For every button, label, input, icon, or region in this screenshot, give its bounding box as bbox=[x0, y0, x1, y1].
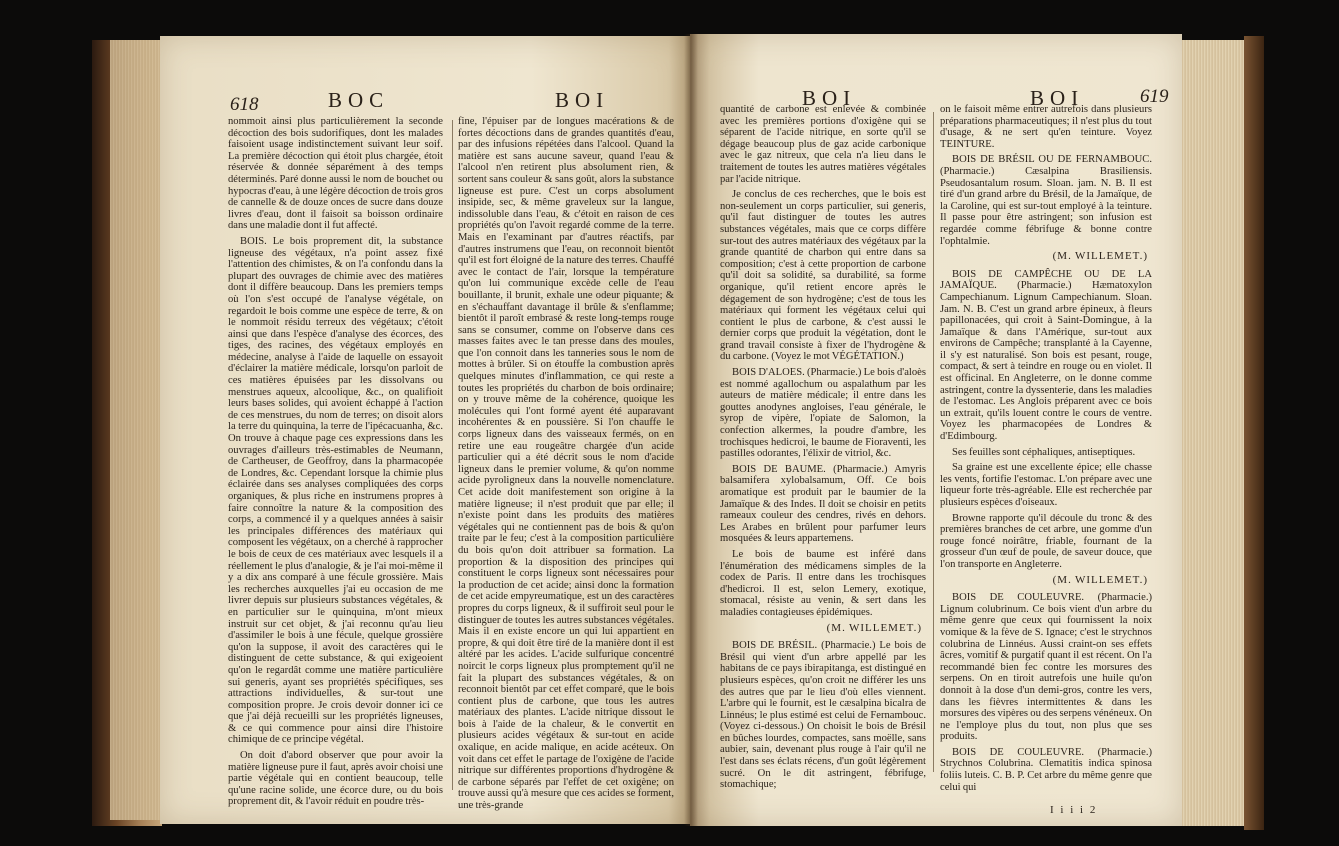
running-head-right: BOI bbox=[555, 88, 610, 112]
right-page bbox=[690, 34, 1182, 826]
paragraph: BOIS DE BRÉSIL OU DE FERNAMBOUC. (Pharmacie.) Cæsalpina Brasiliensis. Pseudosantalum rosum. Sloan. jam. N. B. Il est tiré d'un grand arbre du Brésil, de la Jamaïque, de la Caroline, qui est sur-tout employé à la teinture. Il passe pour être astringent; son infusion est regardée comme fébrifuge & bonne contre l'ophtalmie. bbox=[940, 154, 1152, 247]
paragraph: quantité de carbone est enlevée & combinée avec les premières portions d'oxigène qui se séparent de l'acide nitrique, en sorte qu'il se dégage beaucoup plus de gaz acide carbonique avec le gaz nitreux, que cela n'a lieu dans le traitement de toutes les autres matières végétales par l'acide nitrique. bbox=[720, 104, 926, 185]
paragraph: Sa graine est une excellente épice; elle chasse les vents, fortifie l'estomac. L'on prépare avec une liqueur forte très-agréable. Elle est recherchée par plusieurs espèces d'oiseaux. bbox=[940, 462, 1152, 508]
paragraph: BOIS DE COULEUVRE. (Pharmacie.) Lignum colubrinum. Ce bois vient d'un arbre du même genre que ceux qui fournissent la noix vomique & la fève de S. Ignace; c'est le strychnos colubrina de Linnéus. Aussi craint-on ses effets âcres, vomitif & purgatif quant il est récent. On l'a recommandé bien fec contre les morsures des serpens. On en tiroit autrefois une huile qu'on donnoit à la dose d'un demi-gros, contre les vers, dans les fièvres intermittentes & dans les morsures des vipères ou des serpens vénéneux. On ne l'employe plus du tout, non plus que ses produits. bbox=[940, 592, 1152, 743]
paragraph: on le faisoit même entrer autrefois dans plusieurs préparations pharmaceutiques; il n'est plus du tout d'usage, & ne sert qu'en teinture. Voyez TEINTURE. bbox=[940, 104, 1152, 150]
paragraph: BOIS DE BAUME. (Pharmacie.) Amyris balsamifera xylobalsamum, Off. Ce bois aromatique est produit par le baumier de la Jamaïque & des Indes. Il doit se choisir en petits rameaux couleur des cendres, rivés en dehors. Les Arabes en brûlent pour parfumer leurs mosquées & leurs appartemens. bbox=[720, 463, 926, 545]
paragraph: Le bois de baume est inféré dans l'énumération des médicamens simples de la codex de Paris. Il entre dans les trochisques d'hedicroi. Il est, selon Lemery, exotique, stomacal, résiste au venin, & sert dans les maladies contagieuses épidémiques. bbox=[720, 548, 926, 618]
paragraph: Browne rapporte qu'il découle du tronc & des premières branches de cet arbre, une gomme d'un rouge foncé noirâtre, friable, fournant de la grosseur d'un œuf de poule, de saveur douce, que l'on transporte en Angleterre. bbox=[940, 512, 1152, 570]
paragraph: fine, l'épuiser par de longues macérations & de fortes décoctions dans de grandes quantités d'eau, par des infusions répétées dans l'alcool. Quand la matière est sans aucune saveur, quand l'eau & l'alcool n'en retirent plus absolument rien, & sortent sans couleur & sans goût, alors la substance ligneuse est pure. C'est un corps absolument insipide, sec, & même graveleux sur la langue, indissoluble dans l'eau, & c'étoit en raison de ces propriétés qu'on l'avoit regardé comme de la terre. Mais en l'examinant par d'autres réactifs, par d'autres instrumens que l'eau, on reconnoit bientôt qu'il est fort éloigné de la nature des terres. Chauffé avec le contact de l'air, lorsque la température qu'on lui communique excède celle de l'eau bouillante, il brunit, exhale une odeur piquante; & en s'échauffant davantage il brûle & s'enflamme; bientôt il paroît embrasé & reste long-temps rouge sans se consumer, comme on l'observe dans ces masses faites avec le tan presse dans des moules, que l'on connoit dans les tanneries sous le nom de mottes à brûler. Si on étouffe la combustion après quelques minutes d'inflammation, ce qui reste a toutes les propriétés du charbon de bois ordinaire; on y trouve même de la cohérence, quoique les molécules qui l'ont formé ayent été auparavant incohérentes & en poussière. Si l'on chauffe le corps ligneux dans des vaisseaux fermés, on en retire une eau rougeâtre chargée d'un acide particulier qui a été décrit sous le nom d'acide ligneux dans le premier volume, & qu'on nomme acide pyroligneux dans la nouvelle nomenclature. Cet acide doit manifestement son origine à la matière ligneuse; il n'est produit que par elle; il n'existe point dans les produits des matières végétales qui ne contiennent pas de bois & qu'on traite par le feu; c'est à la composition particulière du bois qu'on doit attribuer sa formation. La proportion & la disposition des principes qui constituent le corps ligneux sont nécessaires pour la production de cet acide; ainsi donc la formation de cet acide empyreumatique, est un des caractères propres du corps ligneux, & il suffiroit seul pour le distinguer de toutes les autres substances végétales. Mais il en existe encore un qui lui appartient en propre, & qui doit être tiré de la manière dont il est altéré par les acides. L'acide sulfurique concentré noircit le corps ligneux plus promptement qu'il ne fait la plupart des substances végétales, & on reconnoit bientôt par cet effet comparé, que le bois contient plus de carbone, que tous les autres matériaux des plantes. L'acide nitrique dissout le bois à l'aide de la chaleur, & le convertit en plusieurs acides végétaux & sur-tout en acide oxalique, en acide malique, en acide acéteux. On voit dans cet effet le partage de l'oxigène de l'acide nitrique sur différentes proportions d'hydrogène & de carbone séparés par l'effet de cet oxigène; on trouve aussi qu'à mesure que ces acides se forment, une très-grande bbox=[458, 116, 674, 812]
page-number: 619 bbox=[1140, 86, 1169, 107]
page-number: 618 bbox=[230, 94, 259, 115]
paragraph: nommoit ainsi plus particulièrement la seconde décoction des bois sudorifiques, dont les malades faisoient usage indistinctement suivant leur soif. La première décoction qui étoit plus chargée, étoit réservée & donnée séparément à des temps déterminés. Paré donne aussi le nom de bouchet ou hypocras d'eau, à une légère décoction de trois gros de cannelle & de douze onces de sucre dans douze livres d'eau, dont il faisoit sa boisson ordinaire dans une maladie dont il fut affecté. bbox=[228, 116, 443, 232]
author-signature: (M. WILLEMET.) bbox=[826, 621, 922, 634]
left-page bbox=[160, 36, 690, 824]
author-signature: (M. WILLEMET.) bbox=[1052, 250, 1148, 263]
book-cover-right bbox=[1244, 36, 1264, 830]
signature-mark: I i i i 2 bbox=[1050, 804, 1098, 816]
page-edges-left bbox=[110, 40, 160, 820]
paragraph: Je conclus de ces recherches, que le bois est non-seulement un corps particulier, sui generis, qu'il faut distinguer de toutes les autres substances végétales, mais que ce corps diffère sur-tout des autres matériaux des végétaux par la grande quantité de charbon qui entre dans sa composition; c'est à cette proportion de carbone qu'il doit sa solidité, sa durabilité, sa forme organique, qu'il retient encore après le dégagement de son hydrogène; c'est de tous les matériaux qui forment les végétaux celui qui contient le plus de carbone, & c'est aussi le dernier corps que produit la végétation, dont le grand travail consiste à fixer de l'hydrogène & du carbone. (Voyez le mot VÉGÉTATION.) bbox=[720, 189, 926, 363]
paragraph: BOIS DE COULEUVRE. (Pharmacie.) Strychnos Colubrina. Clematitis indica spinosa foliis luteis. C. B. P. Cet arbre du même genre que celui qui bbox=[940, 746, 1152, 793]
paragraph: BOIS D'ALOES. (Pharmacie.) Le bois d'aloès est nommé agallochum ou aspalathum par les auteurs de matière médicale; il entre dans les gouttes anodynes angloises, l'eau générale, le syrop de vipère, l'opiate de Salomon, la confection alkermes, la poudre d'ambre, les trochisques hedicroi, le baume de Fioraventi, les pastilles odorantes, l'élixir de vitriol, &c. bbox=[720, 367, 926, 460]
column-rule bbox=[452, 120, 453, 790]
paragraph: BOIS. Le bois proprement dit, la substance ligneuse des végétaux, n'a point assez fixé l'attention des chimistes, & on l'a confondu dans la plupart des ouvrages de chimie avec des matières dont il diffère beaucoup. Dans les premiers temps où l'on s'est occupé de l'analyse végétale, on regardoit le bois comme une espèce de terre, & on le nommoit résidu terreux des végétaux; c'étoit ainsi que dans l'espèce d'analyse des écorces, des tiges, des racines, des végétaux employés en médecine, analyse à l'aide de laquelle on essayoit d'éclairer la matière médicale, lorsqu'on parloit de ces matières épuisées par les dissolvans ou menstrues aqueux, alcoolique, &c., on qualifioit leurs bases solides, qui avoient échappé à l'action de ces menstrues, du nom de terres; on disoit alors la terre du quinquina, la terre de l'ipécacuanha, &c. On trouve à chaque page ces expressions dans les ouvrages d'ailleurs très-estimables de Neumann, de Cartheuser, de Geoffroy, dans la pharmacopée de Londres, &c. Cependant lorsque la chimie plus éclairée dans ses analyses compliquées des corps organiques, & plus riche en instrumens propres à faire connoître la nature & la composition des corps, a commencé il y a quelques années à saisir les principales différences des matériaux qui composent les végétaux, on a cherché à rapprocher le bois de ceux de ces matériaux avec lesquels il a réellement le plus d'analogie, & je l'ai moi-même il y a dix ans comparé à une fécule grossière. Mais les recherches auxquelles j'ai eu occasion de me livrer depuis sur plusieurs substances végétales, & en particulier sur le quinquina, m'ont mieux instruit sur cet objet, & j'ai reconnu qu'au lieu d'assimiler le bois à une fécule, quelque grossière qu'on la suppose, il avoit des caractères qui le distinguent de cette substance, & qui exigeoient qu'on le regardât comme une matière particulière sui generis, ayant ses propriétés spécifiques, ses attractions individuelles, & sur-tout une composition propre. Je crois devoir donner ici ce que j'ai déjà recueilli sur les propriétés ligneuses, & ce qui commence pour ainsi dire l'histoire chimique de ce principe végétal. bbox=[228, 235, 443, 746]
author-signature: (M. WILLEMET.) bbox=[1052, 573, 1148, 586]
text-column-1 bbox=[720, 104, 926, 795]
paragraph: On doit d'abord observer que pour avoir la matière ligneuse pure il faut, après avoir choisi une partie végétale qui en contient beaucoup, telle qu'une racine solide, une écorce dure, ou du bois proprement dit, & l'avoir réduit en poudre très- bbox=[228, 750, 443, 808]
running-head-left: BOC bbox=[328, 88, 390, 112]
book-gutter bbox=[684, 34, 698, 826]
text-column-2 bbox=[458, 116, 674, 816]
text-column-1 bbox=[228, 116, 443, 812]
paragraph: BOIS DE BRÉSIL. (Pharmacie.) Le bois de Brésil qui vient d'un arbre appellé par les habitans de ce pays ibirapitanga, est distingué en plusieurs espèces, qu'on croit ne différer les uns des autres que par le lieu d'où elles viennent. L'arbre qui le fournit, est le cæsalpina bicalra de Linnéus; le plus estimé est celui de Fernambouc. (Voyez ci-dessous.) On choisit le bois de Brésil en bûches lourdes, compactes, sans moëlle, sans aubier, sain, devenant plus rouge à l'air qu'il ne l'est dans ses éclats récens, d'un goût légèrement sucré. On le dit astringent, fébrifuge, stomachique; bbox=[720, 640, 926, 791]
column-rule bbox=[933, 112, 934, 772]
paragraph: Ses feuilles sont céphaliques, antiseptiques. bbox=[952, 446, 1136, 458]
text-column-2 bbox=[940, 104, 1152, 797]
running-head-right: BOI bbox=[1030, 86, 1085, 110]
paragraph: BOIS DE CAMPÊCHE OU DE LA JAMAÏQUE. (Pharmacie.) Hæmatoxylon Campechianum. Lignum Campechianum. Sloan. Jam. N. B. C'est un grand arbre épineux, à fleurs papillonacées, qui croit à Saint-Domingue, à la Jamaïque & dans l'Amérique, sur-tout aux environs de Campêche; transplanté à la Cayenne, il s'y est naturalisé. Son bois est pesant, rouge, compact, & sert à teindre en rouge ou en violet. Il est officinal. En Angleterre, on le donne comme astringent, contre la dyssenterie, dans les maladies de l'estomac. Les Anglois préparent avec ce bois un extrait, qu'ils louent contre le cours de ventre. Voyez les pharmacopées de Londres & d'Edimbourg. bbox=[940, 268, 1152, 443]
running-head-left: BOI bbox=[802, 86, 857, 110]
page-edges-right bbox=[1180, 40, 1252, 826]
